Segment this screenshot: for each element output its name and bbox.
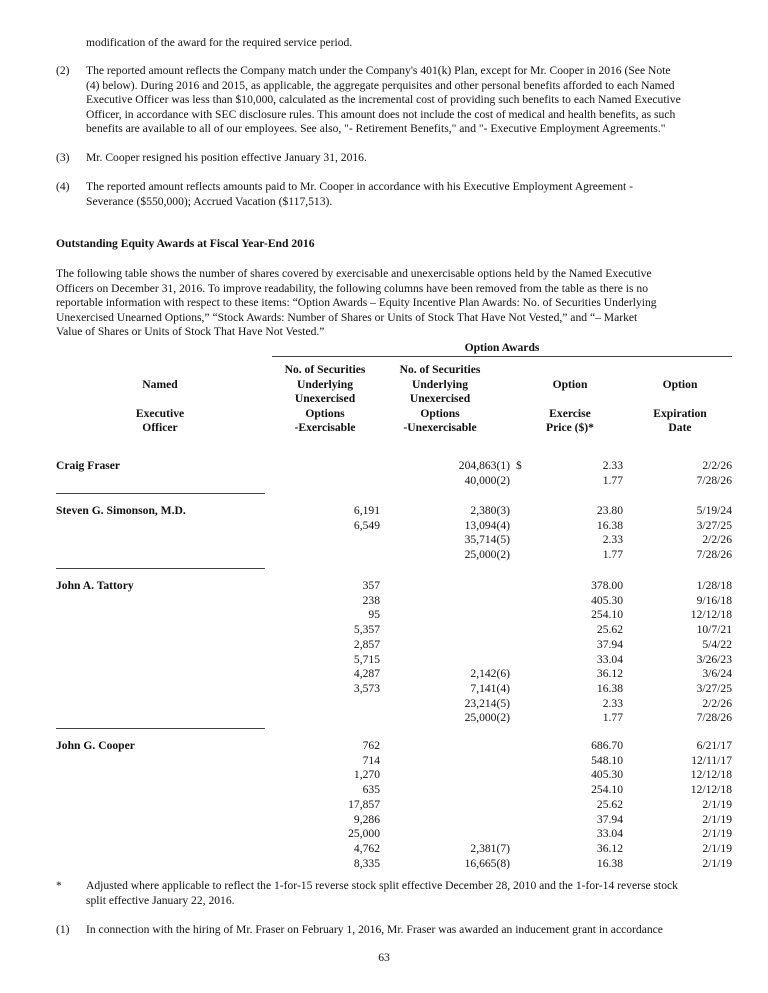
price-cell: 37.94 — [596, 637, 623, 651]
column-header-price: Option — [552, 377, 588, 391]
exercisable-cell: 1,270 — [353, 768, 380, 782]
officer-separator — [56, 493, 265, 494]
intro-line: Value of Shares or Units of Stock That Have Not Vested.” — [56, 325, 325, 338]
date-cell: 2/2/26 — [702, 459, 732, 472]
intro-line: Officers on December 31, 2016. To improve readability, the following columns have been removed from the table as there is no — [56, 281, 649, 295]
date-cell: 10/7/21 — [696, 623, 732, 637]
officer-separator — [56, 568, 265, 569]
date-cell: 5/4/22 — [702, 637, 732, 651]
page-number: 63 — [378, 951, 390, 964]
note-line: Mr. Cooper resigned his position effective January 31, 2016. — [86, 151, 367, 164]
exercisable-cell: 238 — [362, 593, 380, 607]
date-cell: 12/12/18 — [690, 783, 732, 797]
price-cell: 36.12 — [596, 841, 623, 855]
exercisable-cell: 635 — [362, 783, 380, 797]
column-header-unexercisable: Underlying — [411, 377, 469, 391]
date-cell: 5/19/24 — [696, 504, 732, 517]
column-header-name: Officer — [142, 421, 178, 434]
date-cell: 3/26/23 — [696, 652, 732, 666]
column-header-price: Exercise — [549, 406, 591, 420]
note-line: split effective January 22, 2016. — [86, 893, 235, 907]
price-cell: 16.38 — [596, 856, 623, 870]
price-cell: 2.33 — [602, 459, 623, 472]
date-cell: 3/27/25 — [696, 681, 732, 695]
exercisable-cell: 5,715 — [353, 652, 380, 666]
price-cell: 378.00 — [591, 579, 623, 592]
price-cell: 1.77 — [602, 473, 623, 487]
intro-line: Unexercised Unearned Options,” “Stock Awards: Number of Shares or Units of Stock That Have Not Vested,” and “– Market — [56, 310, 638, 324]
intro-line: The following table shows the number of shares covered by exercisable and unexercisable options held by the Named Executive — [56, 267, 652, 280]
date-cell: 7/28/26 — [696, 548, 732, 562]
column-header-date: Date — [668, 421, 692, 434]
note-line: Executive Officer was less than $10,000, calculated as the incremental cost of providing such benefits to each Named Executive — [86, 93, 681, 106]
price-cell: 37.94 — [596, 812, 623, 826]
column-header-unexercisable: Options — [420, 406, 460, 420]
price-cell: 23.80 — [596, 504, 623, 517]
price-cell: 405.30 — [591, 593, 623, 607]
price-cell: 25.62 — [596, 623, 623, 637]
column-header-price: Price ($)* — [546, 421, 594, 434]
exercisable-cell: 714 — [362, 753, 380, 767]
column-header-date: Expiration — [653, 406, 707, 420]
price-cell: 2.33 — [602, 696, 623, 710]
price-cell: 405.30 — [591, 768, 623, 782]
exercisable-cell: 9,286 — [353, 812, 380, 826]
date-cell: 2/1/19 — [702, 856, 732, 870]
price-cell: 686.70 — [591, 739, 623, 752]
note-continuation: modification of the award for the required service period. — [86, 36, 353, 49]
exercisable-cell: 3,573 — [353, 681, 380, 695]
date-cell: 1/28/18 — [696, 579, 732, 592]
note-number: (2) — [56, 64, 70, 77]
note-number: (1) — [56, 923, 70, 936]
column-header-name: Executive — [135, 406, 185, 420]
column-header-exercisable: Underlying — [296, 377, 354, 391]
column-header-unexercisable: -Unexercisable — [403, 421, 477, 434]
price-cell: 33.04 — [596, 652, 623, 666]
section-heading: Outstanding Equity Awards at Fiscal Year-End 2016 — [56, 237, 315, 250]
unexercisable-cell: 23,214(5) — [464, 696, 510, 710]
price-cell: 16.38 — [596, 681, 623, 695]
exercisable-cell: 4,762 — [353, 841, 380, 855]
note-line: Officer, in accordance with SEC disclosure rules. This amount does not include the cost of medical and health benefits, as such — [86, 107, 676, 121]
unexercisable-cell: 40,000(2) — [464, 473, 510, 487]
date-cell: 3/6/24 — [702, 667, 732, 681]
note-line: benefits are available to all of our employees. See also, "- Retirement Benefits," and "- Executive Employment Agreements." — [86, 122, 666, 135]
date-cell: 12/12/18 — [690, 608, 732, 622]
date-cell: 9/16/18 — [696, 593, 732, 607]
officer-separator — [56, 728, 265, 729]
exercisable-cell: 6,191 — [353, 504, 380, 517]
price-cell: 2.33 — [602, 533, 623, 547]
column-header-exercisable: Unexercised — [294, 392, 356, 405]
unexercisable-cell: 35,714(5) — [464, 533, 510, 547]
unexercisable-cell: 2,380(3) — [470, 504, 510, 517]
date-cell: 2/1/19 — [702, 827, 732, 841]
exercisable-cell: 95 — [368, 608, 380, 622]
intro-line: reportable information with respect to these items: “Option Awards – Equity Incentive Plan Awards: No. of Securities Underlying — [56, 296, 657, 309]
exercisable-cell: 17,857 — [348, 797, 380, 811]
exercisable-cell: 25,000 — [348, 827, 380, 841]
unexercisable-cell: 2,142(6) — [470, 667, 510, 681]
note-number: (3) — [56, 151, 70, 164]
price-cell: 548.10 — [591, 753, 623, 767]
unexercisable-cell: 25,000(2) — [464, 548, 510, 562]
date-cell: 2/2/26 — [702, 696, 732, 710]
note-number: * — [56, 879, 62, 892]
column-header-unexercisable: No. of Securities — [399, 363, 481, 376]
price-cell: 1.77 — [602, 711, 623, 725]
date-cell: 2/1/19 — [702, 797, 732, 811]
unexercisable-cell: 25,000(2) — [464, 711, 510, 725]
note-line: In connection with the hiring of Mr. Fraser on February 1, 2016, Mr. Fraser was awarded an inducement grant in accordance — [86, 923, 663, 936]
exercisable-cell: 6,549 — [353, 518, 380, 532]
unexercisable-cell: 16,665(8) — [464, 856, 510, 870]
column-header-unexercisable: Unexercised — [409, 392, 471, 405]
exercisable-cell: 4,287 — [353, 667, 380, 681]
note-line: The reported amount reflects amounts paid to Mr. Cooper in accordance with his Executive Employment Agreement - — [86, 180, 633, 193]
note-line: (4) below). During 2016 and 2015, as applicable, the aggregate perquisites and other personal benefits afforded to each Named — [86, 78, 675, 92]
date-cell: 6/21/17 — [696, 739, 732, 752]
unexercisable-cell: 204,863(1) — [458, 459, 510, 472]
column-header-exercisable: Options — [305, 406, 345, 420]
note-line: The reported amount reflects the Company match under the Company's 401(k) Plan, except for Mr. Cooper in 2016 (See Note — [86, 64, 671, 77]
price-cell: 36.12 — [596, 667, 623, 681]
section-intro — [56, 267, 657, 340]
exercisable-cell: 5,357 — [353, 623, 380, 637]
unexercisable-cell: 7,141(4) — [470, 681, 510, 695]
officer-name: John A. Tattory — [56, 579, 134, 592]
date-cell: 12/12/18 — [690, 768, 732, 782]
date-cell: 7/28/26 — [696, 711, 732, 725]
dollar-sign: $ — [516, 459, 522, 472]
date-cell: 12/11/17 — [691, 753, 732, 767]
note-line: Severance ($550,000); Accrued Vacation ($117,513). — [86, 194, 333, 208]
date-cell: 2/2/26 — [702, 533, 732, 547]
officer-name: John G. Cooper — [56, 739, 135, 752]
price-cell: 16.38 — [596, 518, 623, 532]
officer-name: Craig Fraser — [56, 459, 121, 472]
group-header-option-awards: Option Awards — [464, 341, 540, 354]
date-cell: 2/1/19 — [702, 812, 732, 826]
note-number: (4) — [56, 180, 70, 193]
exercisable-cell: 357 — [362, 579, 380, 592]
date-cell: 7/28/26 — [696, 473, 732, 487]
price-cell: 254.10 — [591, 783, 623, 797]
column-header-exercisable: -Exercisable — [294, 421, 356, 434]
exercisable-cell: 8,335 — [353, 856, 380, 870]
note-line: Adjusted where applicable to reflect the 1-for-15 reverse stock split effective December 28, 2010 and the 1-for-14 reverse stock — [86, 879, 678, 892]
header-rule — [272, 356, 732, 357]
exercisable-cell: 2,857 — [353, 637, 380, 651]
unexercisable-cell: 2,381(7) — [470, 841, 510, 855]
price-cell: 25.62 — [596, 797, 623, 811]
exercisable-cell: 762 — [362, 739, 380, 752]
column-header-date: Option — [662, 377, 698, 391]
price-cell: 254.10 — [591, 608, 623, 622]
price-cell: 1.77 — [602, 548, 623, 562]
date-cell: 2/1/19 — [702, 841, 732, 855]
officer-name: Steven G. Simonson, M.D. — [56, 504, 186, 517]
column-header-exercisable: No. of Securities — [284, 363, 366, 376]
unexercisable-cell: 13,094(4) — [464, 518, 510, 532]
column-header-name: Named — [142, 377, 178, 391]
price-cell: 33.04 — [596, 827, 623, 841]
date-cell: 3/27/25 — [696, 518, 732, 532]
